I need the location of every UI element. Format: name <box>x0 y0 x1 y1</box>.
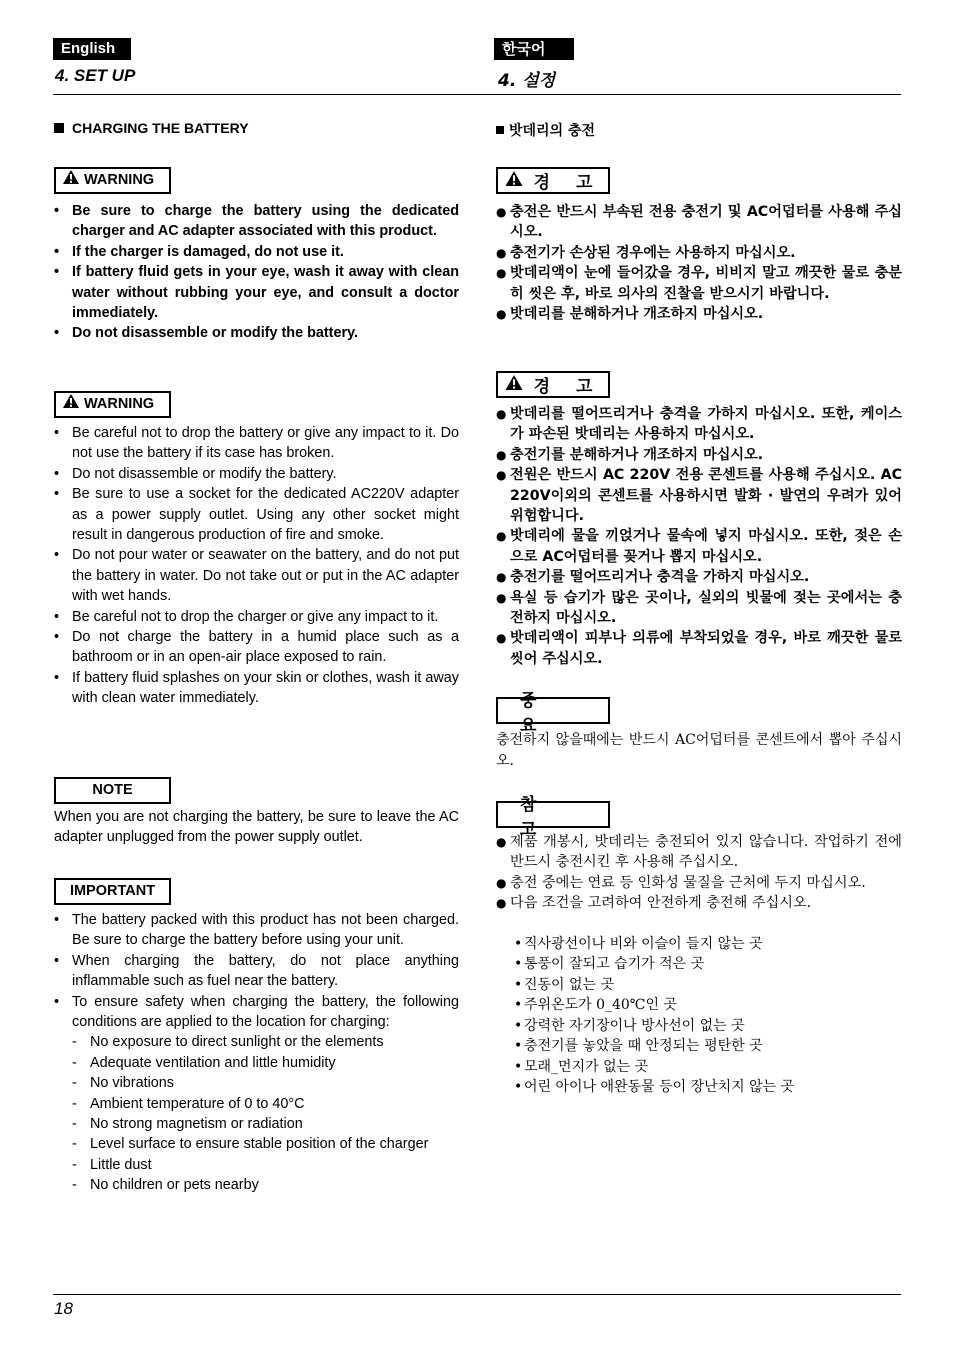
list-item: • Do not disassemble or modify the battery. <box>54 464 459 484</box>
list-item: • Do not charge the battery in a humid place such as a bathroom or in an open-air place exposed to rain. <box>54 627 459 668</box>
list-item: - Level surface to ensure stable position of the charger <box>54 1134 459 1154</box>
korean-warning-2 <box>496 371 902 669</box>
warning-label: WARNING <box>84 396 155 413</box>
warning-label-box <box>54 167 171 194</box>
list-item: • 모래_먼지가 없는 곳 <box>496 1057 902 1078</box>
list-item: • Be sure to use a socket for the dedicated AC220V adapter as a power supply outlet. Using any other socket might result in dangerous production of fire and smoke. <box>54 484 459 545</box>
list-item: • If battery fluid gets in your eye, wash it away with clean water without rubbing your eye, and consult a doctor immediately. <box>54 262 459 323</box>
english-heading-text: CHARGING THE BATTERY <box>72 120 249 136</box>
list-item: • Be careful not to drop the battery or give any impact to it. Do not use the battery if its case has broken. <box>54 423 459 464</box>
korean-heading <box>496 120 902 140</box>
list-item: • 진동이 없는 곳 <box>496 975 902 996</box>
english-note <box>54 777 459 848</box>
list-item: • To ensure safety when charging the battery, the following conditions are applied to the location for charging: <box>54 992 459 1033</box>
list-item: ● 밧데리를 분해하거나 개조하지 마십시오. <box>496 304 902 324</box>
square-bullet-icon <box>54 123 64 133</box>
square-bullet-icon <box>496 126 504 134</box>
header-rule <box>53 94 901 95</box>
note-label: NOTE <box>92 782 133 799</box>
list-item: • The battery packed with this product has not been charged. Be sure to charge the battery before using your unit. <box>54 910 459 951</box>
list-item: • 어린 아이나 애완동물 등이 장난치지 않는 곳 <box>496 1077 902 1098</box>
footer-rule <box>53 1294 901 1295</box>
list-item: • 직사광선이나 비와 이슬이 들지 않는 곳 <box>496 934 902 955</box>
list-item: ● 전원은 반드시 AC 220V 전용 콘센트를 사용해 주십시오. AC 220V이외의 콘센트를 사용하시면 발화 · 발연의 우려가 있어 위험합니다. <box>496 465 902 526</box>
warning-triangle-icon <box>62 393 80 415</box>
korean-note-list <box>496 832 902 914</box>
korean-section-title: 4. 설정 <box>498 71 556 91</box>
list-item: • Do not pour water or seawater on the battery, and do not put the battery in water. Do not take out or put in the AC adapter with wet hands. <box>54 545 459 606</box>
list-item: • Do not disassemble or modify the battery. <box>54 323 459 343</box>
korean-heading-text: 밧데리의 충전 <box>509 123 596 139</box>
list-item: ● 욕실 등 습기가 많은 곳이나, 실외의 빗물에 젖는 곳에서는 충전하지 마십시오. <box>496 588 902 629</box>
note-label: 참 고 <box>520 794 559 840</box>
english-section-title: 4. SET UP <box>55 66 136 85</box>
english-note-text: When you are not charging the battery, be sure to leave the AC adapter unplugged from the power supply outlet. <box>54 809 459 846</box>
english-important <box>54 878 459 1196</box>
english-warning-2-list <box>54 423 459 709</box>
english-warning-2 <box>54 391 459 709</box>
list-item: • If the charger is damaged, do not use it. <box>54 242 459 262</box>
korean-warning-1-list <box>496 202 902 324</box>
list-item: - Ambient temperature of 0 to 40°C <box>54 1094 459 1114</box>
list-item: - Little dust <box>54 1155 459 1175</box>
list-item: • Be careful not to drop the charger or give any impact to it. <box>54 607 459 627</box>
korean-conditions-list <box>496 934 902 1098</box>
list-item: - Adequate ventilation and little humidity <box>54 1053 459 1073</box>
list-item: ● 다음 조건을 고려하여 안전하게 충전해 주십시오. <box>496 893 902 913</box>
list-item: - No children or pets nearby <box>54 1175 459 1195</box>
english-important-list <box>54 910 459 1032</box>
warning-label: WARNING <box>84 172 155 189</box>
warning-label-box <box>496 371 610 398</box>
list-item: - No strong magnetism or radiation <box>54 1114 459 1134</box>
page-number: 18 <box>54 1299 73 1318</box>
korean-important <box>496 690 902 771</box>
important-label-box <box>496 690 610 736</box>
note-label-box <box>496 794 610 840</box>
list-item: ● 밧데리에 물을 끼얹거나 물속에 넣지 마십시오. 또한, 젖은 손으로 AC어덥터를 꽂거나 뽑지 마십시오. <box>496 526 902 567</box>
list-item: • When charging the battery, do not place anything inflammable such as fuel near the battery. <box>54 951 459 992</box>
important-label: IMPORTANT <box>69 883 156 900</box>
list-item: ● 밧데리액이 피부나 의류에 부착되었을 경우, 바로 깨끗한 물로 씻어 주십시오. <box>496 628 902 669</box>
list-item: ● 충전기를 떨어뜨리거나 충격을 가하지 마십시오. <box>496 567 902 587</box>
list-item: ● 충전기를 분해하거나 개조하지 마십시오. <box>496 445 902 465</box>
warning-triangle-icon <box>504 374 524 396</box>
list-item: - No exposure to direct sunlight or the elements <box>54 1032 459 1052</box>
korean-warning-1 <box>496 167 902 324</box>
korean-language-tag: 한국어 <box>494 38 574 60</box>
note-label-box <box>54 777 171 804</box>
english-heading <box>54 118 459 138</box>
warning-label: 경 고 <box>533 377 603 397</box>
korean-note <box>496 794 902 1098</box>
list-item: • 충전기를 놓았을 때 안정되는 평탄한 곳 <box>496 1036 902 1057</box>
list-item: • 강력한 자기장이나 방사선이 없는 곳 <box>496 1016 902 1037</box>
warning-label: 경 고 <box>533 173 603 193</box>
list-item: • 통풍이 잘되고 습기가 적은 곳 <box>496 954 902 975</box>
important-label-box <box>54 878 171 905</box>
korean-important-text: 충전하지 않을때에는 반드시 AC어덥터를 콘센트에서 뽑아 주십시오. <box>496 732 902 769</box>
warning-triangle-icon <box>62 169 80 191</box>
list-item: • 주위온도가 0_40℃인 곳 <box>496 995 902 1016</box>
english-language-tag: English <box>53 38 131 60</box>
list-item: ● 충전기가 손상된 경우에는 사용하지 마십시오. <box>496 243 902 263</box>
list-item: ● 밧데리를 떨어뜨리거나 충격을 가하지 마십시오. 또한, 케이스가 파손된 밧데리는 사용하지 마십시오. <box>496 404 902 445</box>
list-item: ● 제품 개봉시, 밧데리는 충전되어 있지 않습니다. 작업하기 전에 반드시 충전시킨 후 사용해 주십시오. <box>496 832 902 873</box>
list-item: ● 충전은 반드시 부속된 전용 충전기 및 AC어덥터를 사용해 주십시오. <box>496 202 902 243</box>
list-item: ● 충전 중에는 연료 등 인화성 물질을 근처에 두지 마십시오. <box>496 873 902 893</box>
korean-warning-2-list <box>496 404 902 669</box>
warning-triangle-icon <box>504 170 524 192</box>
english-warning-1 <box>54 167 459 344</box>
list-item: ● 밧데리액이 눈에 들어갔을 경우, 비비지 말고 깨끗한 물로 충분히 씻은 후, 바로 의사의 진찰을 받으시기 바랍니다. <box>496 263 902 304</box>
warning-label-box <box>54 391 171 418</box>
warning-label-box <box>496 167 610 194</box>
important-label: 중 요 <box>520 690 559 736</box>
english-conditions-list <box>54 1032 459 1195</box>
list-item: - No vibrations <box>54 1073 459 1093</box>
list-item: • If battery fluid splashes on your skin or clothes, wash it away with clean water immediately. <box>54 668 459 709</box>
list-item: • Be sure to charge the battery using the dedicated charger and AC adapter associated with this product. <box>54 201 459 242</box>
english-warning-1-list <box>54 201 459 344</box>
